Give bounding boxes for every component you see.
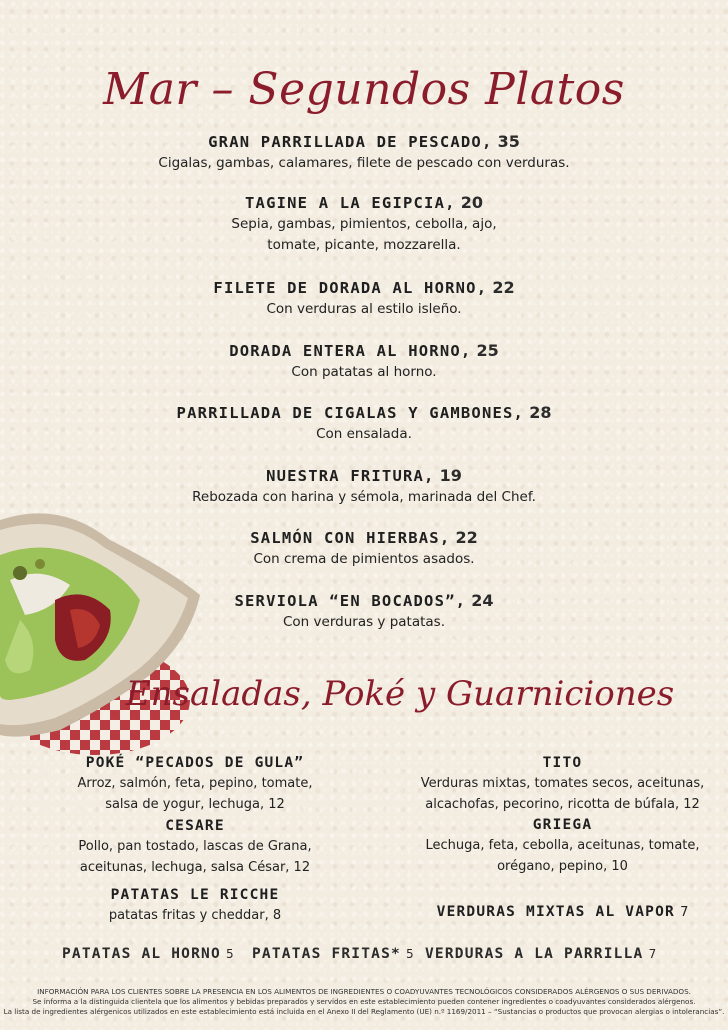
item-price: 19 [439,466,462,485]
item-name: POKÉ “PECADOS DE GULA” [85,755,305,771]
item-name: VERDURAS A LA PARRILLA [425,946,644,962]
salad-bowl-image [0,500,205,760]
allergen-footer [0,987,728,1017]
salad-item [40,755,350,815]
menu-item [0,278,728,320]
menu-item [0,132,728,174]
item-price: 22 [455,528,478,547]
item-name: GRAN PARRILLADA DE PESCADO, [208,133,493,151]
salad-item [40,887,350,926]
item-desc: Con ensalada. [316,426,412,442]
item-price: 28 [529,403,552,422]
item-price: 24 [471,591,494,610]
item-desc: Con verduras al estilo isleño. [266,301,462,317]
salad-item [405,755,720,815]
side-item [62,943,234,962]
item-desc: Lechuga, feta, cebolla, aceitunas, tomate, [425,838,700,853]
item-price: 7 [680,905,689,920]
item-desc: alcachofas, pecorino, ricotta de búfala, 12 [425,797,700,812]
footer-line: INFORMACIÓN PARA LOS CLIENTES SOBRE LA PRESENCIA EN LOS ALIMENTOS DE INGREDIENTES O COADYUVANTES TECNOLÓGICOS CONSIDERADOS ALÉRGENOS O SUS DERIVADOS. [37,987,691,996]
item-name: SERVIOLA “EN BOCADOS”, [234,592,467,610]
footer-line: Se informa a la distinguida clientela que los alimentos y bebidas preparados y servidos en este establecimiento pueden contener ingredientes o coadyuvantes considerados alérgenos. [32,997,696,1006]
item-desc: Arroz, salmón, feta, pepino, tomate, [77,776,313,791]
item-desc: Con crema de pimientos asados. [253,551,475,567]
item-desc: orégano, pepino, 10 [497,859,628,874]
footer-line: La lista de ingredientes alérgenicos utilizados en este establecimiento está incluida en el Anexo II del Reglamento (UE) n.º 1169/2011 – “Sustancias o productos que provocan alergias o intolerancias”. [3,1007,725,1016]
item-name: PATATAS LE RICCHE [110,887,280,903]
item-name: TITO [542,755,583,771]
ensaladas-section-title: Ensaladas, Poké y Guarniciones [125,674,675,714]
item-desc: aceitunas, lechuga, salsa César, 12 [79,860,311,875]
item-desc: Con verduras y patatas. [283,614,445,630]
item-name: GRIEGA [532,817,593,833]
mar-section-title: Mar – Segundos Platos [103,64,625,115]
item-desc: Pollo, pan tostado, lascas de Grana, [78,839,312,854]
item-desc: Con patatas al horno. [291,364,437,380]
salad-item [40,818,350,878]
item-name: PATATAS FRITAS* [252,946,401,962]
item-price: 5 [225,947,234,961]
menu-item [0,193,728,256]
item-name: CESARE [165,818,225,834]
item-name: VERDURAS MIXTAS AL VAPOR [436,904,675,920]
side-item [252,943,414,962]
item-desc: Cigalas, gambas, calamares, filete de pescado con verduras. [158,155,570,171]
salad-item [405,817,720,877]
item-price: 25 [476,341,499,360]
menu-item [0,341,728,383]
item-name: PATATAS AL HORNO [62,946,221,962]
item-name: TAGINE A LA EGIPCIA, [245,194,456,212]
item-price: 20 [460,193,483,212]
salad-item [405,901,720,923]
side-item [425,943,656,962]
item-desc: Sepia, gambas, pimientos, cebolla, ajo, [231,216,497,232]
item-desc: tomate, picante, mozzarella. [267,237,461,253]
item-price: 7 [648,947,657,961]
item-desc: patatas fritas y cheddar, 8 [108,908,282,923]
item-name: SALMÓN CON HIERBAS, [250,529,451,547]
menu-item [0,403,728,445]
item-price: 35 [497,132,520,151]
item-name: DORADA ENTERA AL HORNO, [229,342,472,360]
item-price: 22 [492,278,515,297]
item-price: 5 [406,947,414,961]
item-name: PARRILLADA DE CIGALAS Y GAMBONES, [176,404,525,422]
item-name: FILETE DE DORADA AL HORNO, [213,279,488,297]
item-name: NUESTRA FRITURA, [266,467,435,485]
item-desc: Verduras mixtas, tomates secos, aceitunas, [420,776,705,791]
item-desc: salsa de yogur, lechuga, 12 [105,797,285,812]
item-desc: Rebozada con harina y sémola, marinada del Chef. [192,489,536,505]
